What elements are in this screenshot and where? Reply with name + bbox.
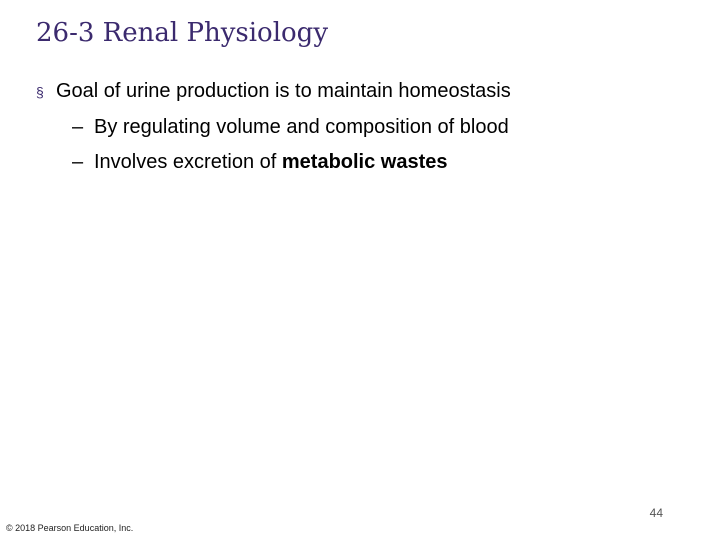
bullet-text: Goal of urine production is to maintain homeostasis bbox=[56, 80, 511, 102]
slide-body bbox=[36, 78, 511, 175]
copyright-notice: © 2018 Pearson Education, Inc. bbox=[6, 523, 134, 533]
dash-marker: – bbox=[72, 151, 84, 173]
page-number: 44 bbox=[649, 506, 663, 520]
dash-marker: – bbox=[72, 116, 84, 138]
sub-bullet-item bbox=[36, 114, 511, 140]
sub-bullet-text-bold: metabolic wastes bbox=[281, 151, 448, 173]
bullet-marker-icon: § bbox=[36, 84, 44, 100]
bullet-item bbox=[36, 78, 511, 105]
sub-bullet-item bbox=[36, 149, 511, 175]
slide-title: 26-3 Renal Physiology bbox=[36, 18, 329, 48]
sub-bullet-text-regular: Involves excretion of bbox=[94, 151, 282, 173]
sub-bullet-text: By regulating volume and composition of blood bbox=[94, 116, 509, 138]
sub-bullet-text bbox=[94, 149, 448, 175]
